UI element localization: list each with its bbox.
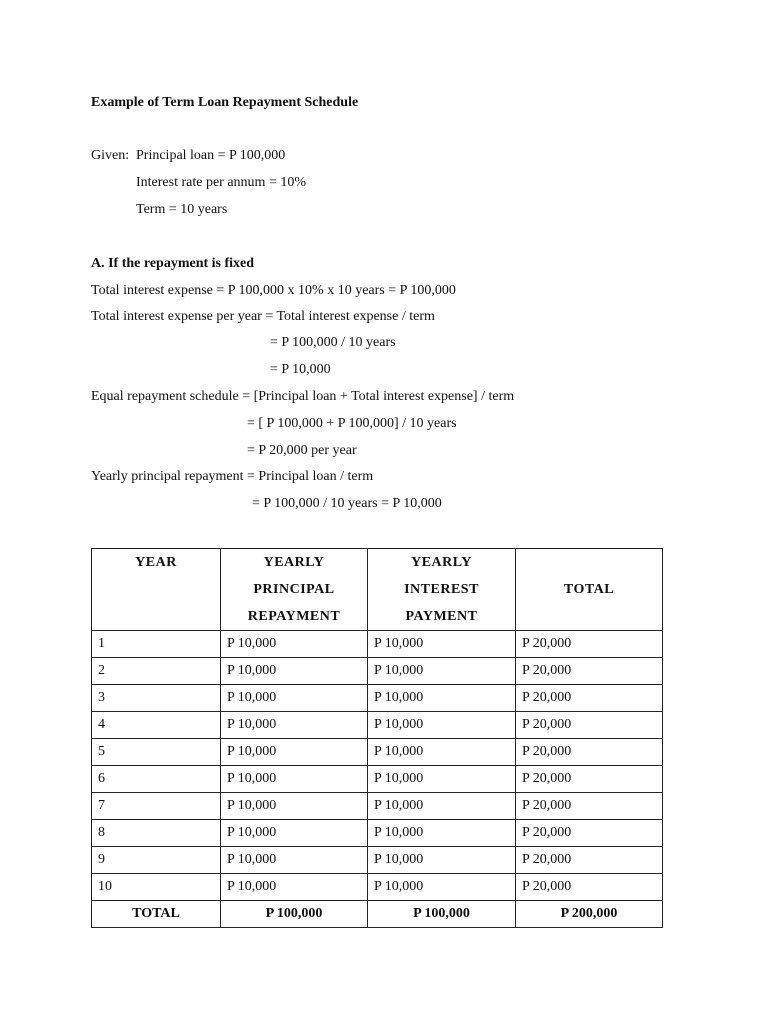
cell-principal: P 10,000	[221, 874, 368, 901]
cell-total: P 20,000	[516, 685, 663, 712]
table-row	[92, 847, 663, 874]
cell-principal: P 10,000	[221, 658, 368, 685]
header-total: TOTAL	[516, 549, 663, 631]
equal-repayment-result: = P 20,000 per year	[247, 443, 357, 458]
interest-per-year-calc: = P 100,000 / 10 years	[270, 335, 396, 350]
cell-principal: P 10,000	[221, 766, 368, 793]
cell-interest: P 10,000	[368, 658, 516, 685]
table-header-row	[92, 549, 663, 631]
table-total-row	[92, 901, 663, 928]
table-row	[92, 631, 663, 658]
table-row	[92, 820, 663, 847]
table-row	[92, 685, 663, 712]
header-yearly-principal-repayment: YEARLY PRINCIPAL REPAYMENT	[221, 549, 368, 631]
table-row	[92, 874, 663, 901]
cell-year: 8	[92, 820, 221, 847]
cell-total: P 20,000	[516, 631, 663, 658]
principal-repayment-line: Yearly principal repayment = Principal loan / term	[91, 469, 374, 484]
cell-principal: P 10,000	[221, 712, 368, 739]
total-grand: P 200,000	[516, 901, 663, 928]
cell-interest: P 10,000	[368, 739, 516, 766]
equal-repayment-calc: = [ P 100,000 + P 100,000] / 10 years	[247, 416, 457, 431]
total-principal: P 100,000	[221, 901, 368, 928]
header-year: YEAR	[92, 549, 221, 631]
cell-principal: P 10,000	[221, 793, 368, 820]
cell-total: P 20,000	[516, 793, 663, 820]
given-interest-rate: Interest rate per annum = 10%	[136, 175, 306, 190]
cell-year: 5	[92, 739, 221, 766]
cell-year: 2	[92, 658, 221, 685]
cell-interest: P 10,000	[368, 685, 516, 712]
given-term: Term = 10 years	[136, 202, 228, 217]
given-principal: Principal loan = P 100,000	[136, 148, 286, 163]
cell-interest: P 10,000	[368, 631, 516, 658]
table-row	[92, 766, 663, 793]
cell-interest: P 10,000	[368, 820, 516, 847]
cell-principal: P 10,000	[221, 739, 368, 766]
cell-principal: P 10,000	[221, 685, 368, 712]
cell-total: P 20,000	[516, 766, 663, 793]
cell-year: 4	[92, 712, 221, 739]
table-row	[92, 712, 663, 739]
cell-principal: P 10,000	[221, 631, 368, 658]
cell-total: P 20,000	[516, 658, 663, 685]
table-row	[92, 658, 663, 685]
equal-repayment-line: Equal repayment schedule = [Principal loan + Total interest expense] / term	[91, 389, 515, 404]
cell-total: P 20,000	[516, 820, 663, 847]
cell-year: 9	[92, 847, 221, 874]
given-label: Given:	[91, 148, 130, 163]
cell-interest: P 10,000	[368, 847, 516, 874]
table-row	[92, 793, 663, 820]
total-interest: P 100,000	[368, 901, 516, 928]
total-interest-line: Total interest expense = P 100,000 x 10% x 10 years = P 100,000	[91, 283, 456, 298]
header-yearly-interest-payment: YEARLY INTEREST PAYMENT	[368, 549, 516, 631]
cell-year: 7	[92, 793, 221, 820]
cell-total: P 20,000	[516, 712, 663, 739]
cell-year: 1	[92, 631, 221, 658]
cell-interest: P 10,000	[368, 766, 516, 793]
cell-total: P 20,000	[516, 874, 663, 901]
cell-year: 10	[92, 874, 221, 901]
cell-interest: P 10,000	[368, 874, 516, 901]
cell-interest: P 10,000	[368, 793, 516, 820]
cell-total: P 20,000	[516, 847, 663, 874]
cell-year: 6	[92, 766, 221, 793]
cell-principal: P 10,000	[221, 847, 368, 874]
principal-repayment-calc: = P 100,000 / 10 years = P 10,000	[252, 496, 442, 511]
document-title: Example of Term Loan Repayment Schedule	[91, 95, 359, 110]
table-row	[92, 739, 663, 766]
repayment-schedule-table	[91, 548, 663, 928]
interest-per-year-line: Total interest expense per year = Total interest expense / term	[91, 309, 435, 324]
interest-per-year-result: = P 10,000	[270, 362, 331, 377]
cell-interest: P 10,000	[368, 712, 516, 739]
section-a-heading: A. If the repayment is fixed	[91, 256, 255, 271]
total-label: TOTAL	[92, 901, 221, 928]
cell-total: P 20,000	[516, 739, 663, 766]
cell-year: 3	[92, 685, 221, 712]
cell-principal: P 10,000	[221, 820, 368, 847]
